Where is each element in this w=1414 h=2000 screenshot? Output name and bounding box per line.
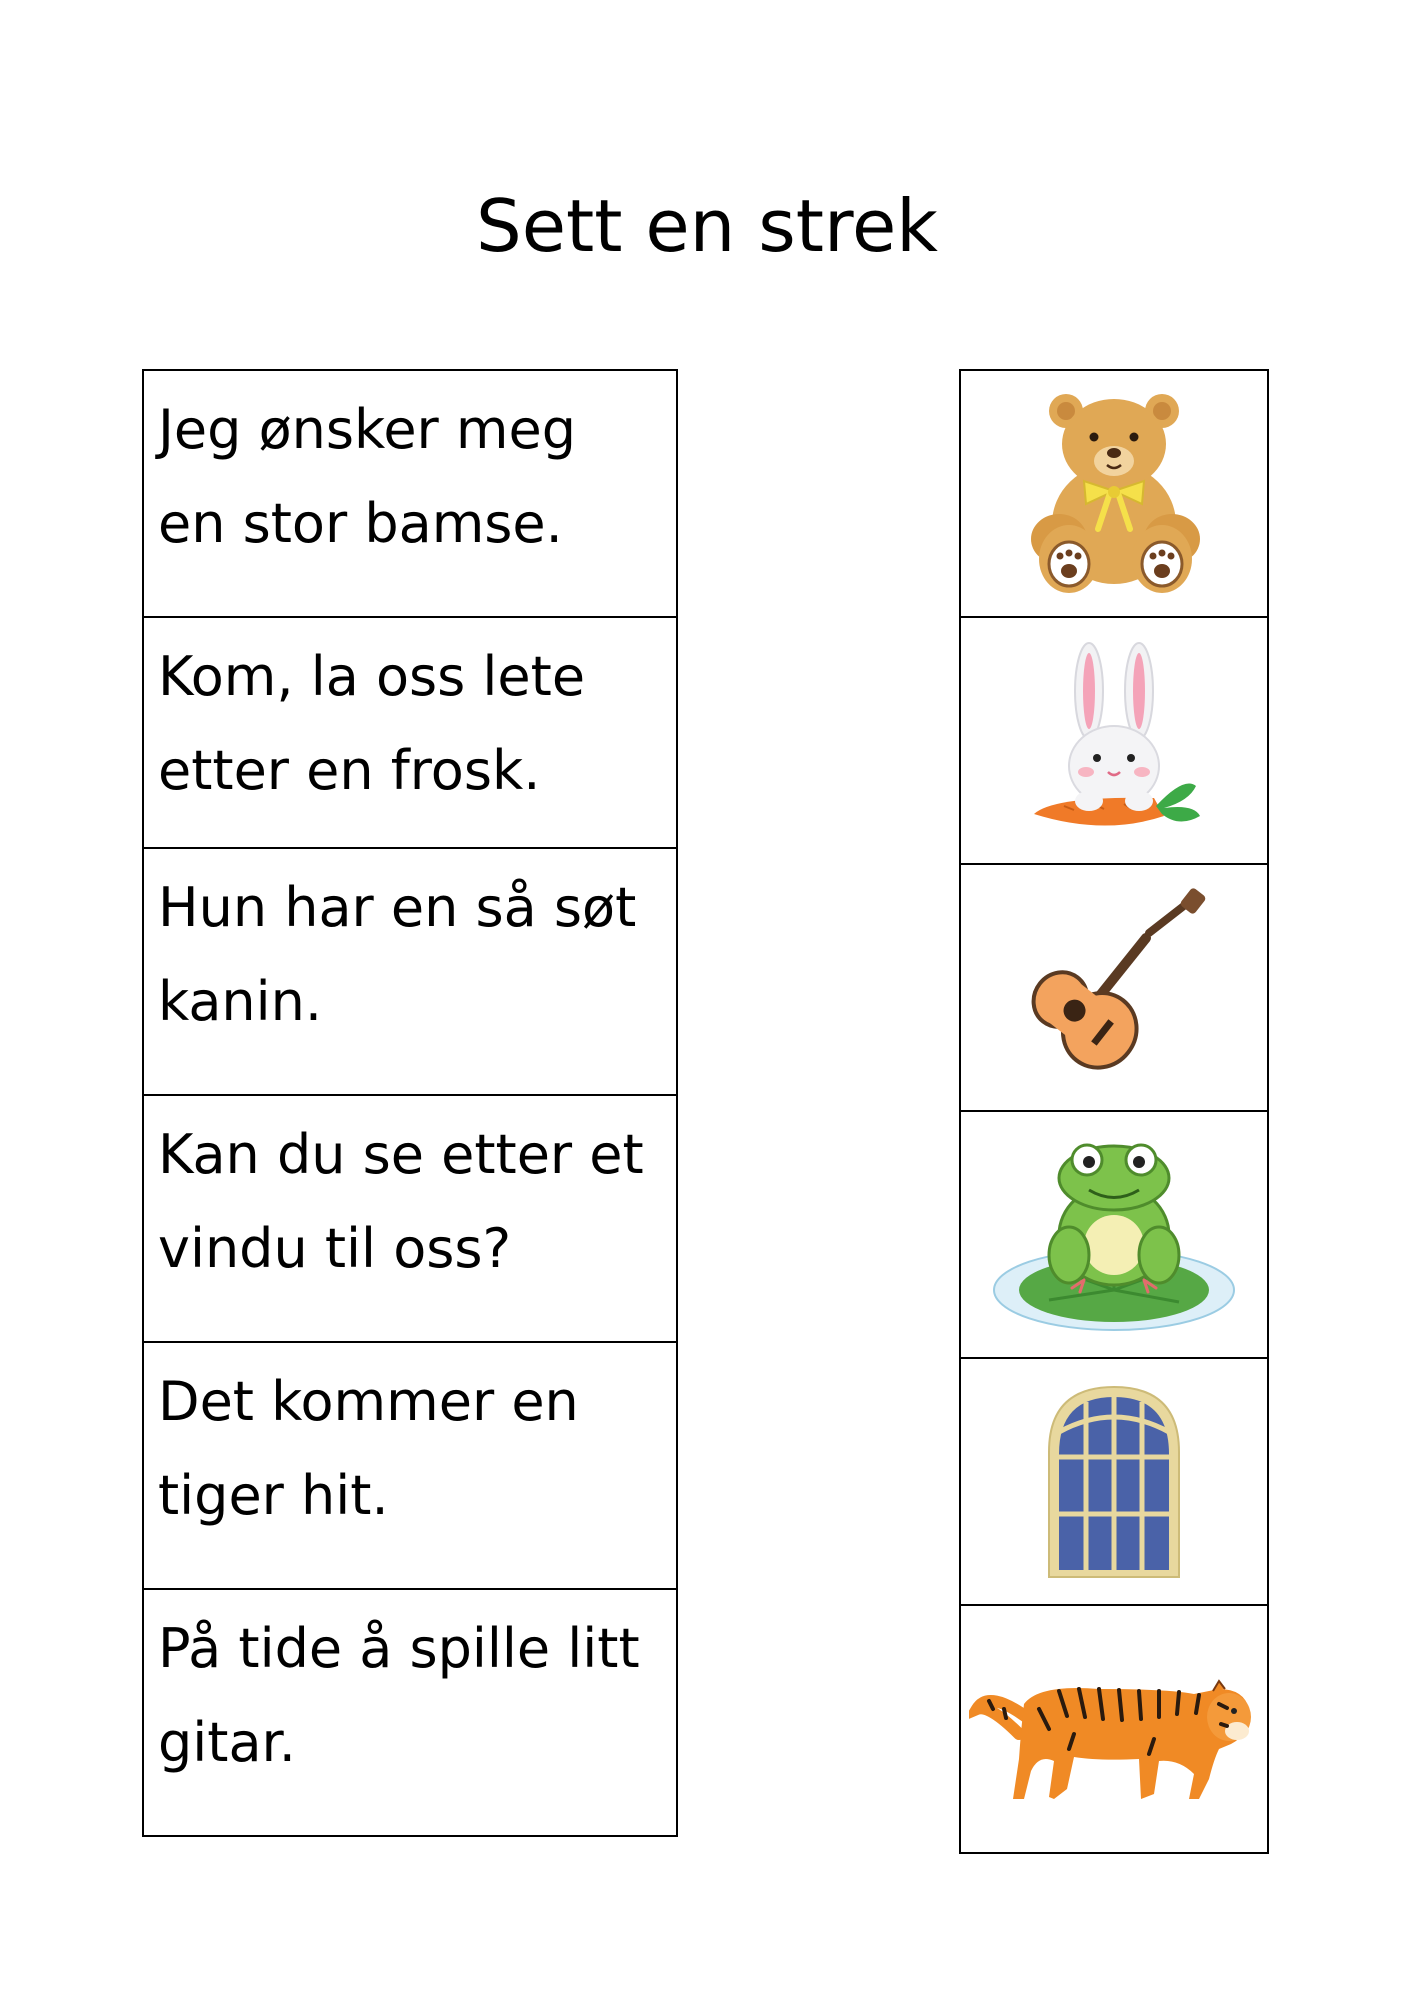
sentence-cell-1[interactable]: Jeg ønsker meg en stor bamse. (143, 370, 677, 617)
picture-cell-2[interactable] (960, 617, 1268, 864)
teddy-bear-icon (1014, 389, 1214, 599)
rabbit-with-carrot-icon (1024, 636, 1204, 846)
picture-cell-5[interactable] (960, 1358, 1268, 1605)
sentence-cell-5[interactable]: Det kommer en tiger hit. (143, 1342, 677, 1589)
page-title: Sett en strek (476, 184, 938, 268)
frog-on-lily-pad-icon (989, 1130, 1239, 1340)
picture-cell-3[interactable] (960, 864, 1268, 1111)
tiger-icon (969, 1649, 1259, 1809)
arched-window-icon (1039, 1382, 1189, 1582)
picture-column (959, 369, 1269, 1854)
picture-cell-4[interactable] (960, 1111, 1268, 1358)
sentence-column (142, 369, 678, 1837)
picture-cell-6[interactable] (960, 1605, 1268, 1853)
picture-cell-1[interactable] (960, 370, 1268, 617)
sentence-cell-3[interactable]: Hun har en så søt kanin. (143, 848, 677, 1095)
sentence-cell-2[interactable]: Kom, la oss lete etter en frosk. (143, 617, 677, 848)
sentence-cell-4[interactable]: Kan du se etter et vindu til oss? (143, 1095, 677, 1342)
sentence-cell-6[interactable]: På tide å spille litt gitar. (143, 1589, 677, 1836)
guitar-icon (1014, 888, 1214, 1088)
